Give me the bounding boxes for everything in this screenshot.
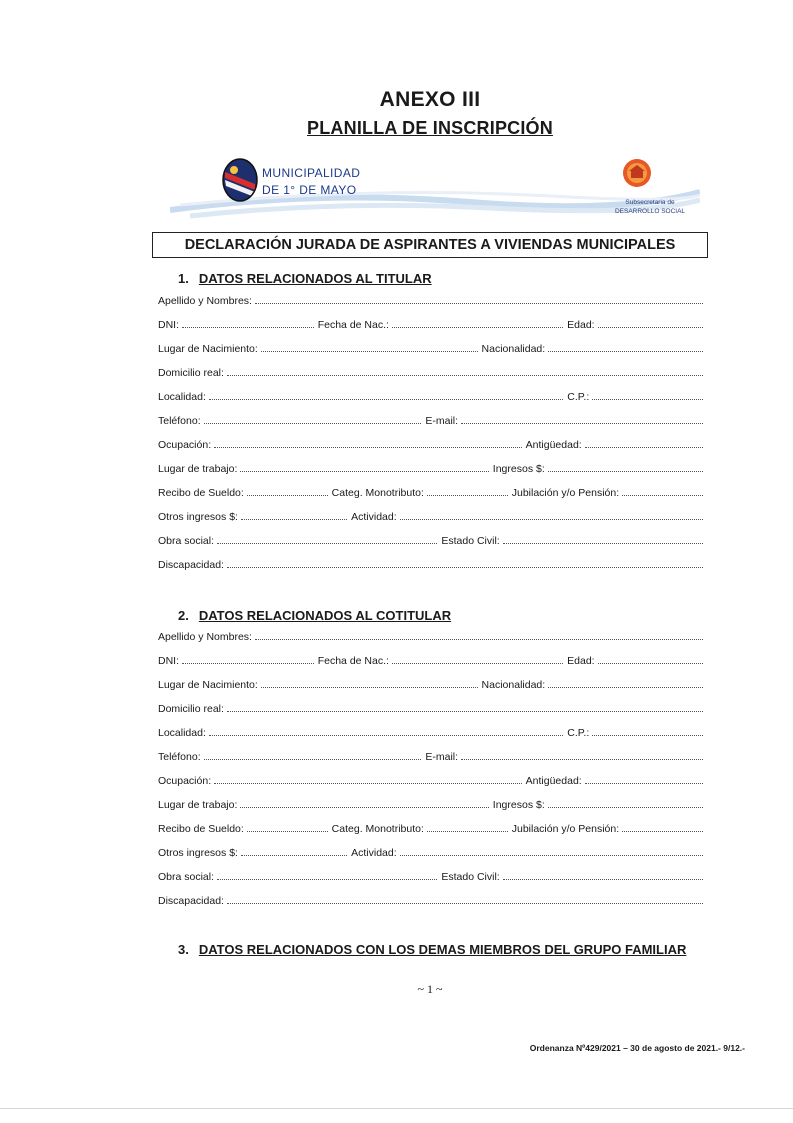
field-label: Lugar de trabajo: [158,799,238,811]
subs-line-1: Subsecretaria de [625,199,675,206]
field-label: Otros ingresos $: [158,847,238,859]
annex-title: ANEXO III [379,88,481,111]
fill-line[interactable] [204,758,422,760]
field-label: Discapacidad: [158,895,224,907]
field-label: Apellido y Nombres: [158,295,252,307]
field-label: E-mail: [425,415,459,427]
titular-apellido-row[interactable] [158,291,703,307]
cotitular-dni-row[interactable] [158,651,703,667]
field-label: Teléfono: [158,751,201,763]
cotitular-telefono-row[interactable] [158,747,703,763]
field-label: Lugar de Nacimiento: [158,343,258,355]
fill-line[interactable] [598,326,703,328]
fill-line[interactable] [598,662,703,664]
titular-localidad-row[interactable] [158,387,703,403]
fill-line[interactable] [247,830,328,832]
section-number: 1. [178,271,189,286]
cotitular-recibo-row[interactable] [158,819,703,835]
fill-line[interactable] [241,854,347,856]
subs-line-2: DESARROLLO SOCIAL [614,208,686,215]
field-label: Ingresos $: [492,463,545,475]
fill-line[interactable] [261,350,478,352]
fill-line[interactable] [427,830,508,832]
declaration-title-box: DECLARACIÓN JURADA DE ASPIRANTES A VIVIENDAS MUNICIPALES [152,232,708,258]
fill-line[interactable] [214,446,522,448]
fill-line[interactable] [392,326,563,328]
fill-line[interactable] [548,686,703,688]
field-label: Apellido y Nombres: [158,631,252,643]
fill-line[interactable] [240,470,488,472]
cotitular-trabajo-row[interactable] [158,795,703,811]
fill-line[interactable] [400,518,703,520]
fill-line[interactable] [461,758,703,760]
fill-line[interactable] [400,854,703,856]
field-label: Discapacidad: [158,559,224,571]
field-label: Domicilio real: [158,367,224,379]
fill-line[interactable] [182,326,314,328]
field-label: Jubilación y/o Pensión: [511,823,620,835]
field-label: E-mail: [425,751,459,763]
field-label: Recibo de Sueldo: [158,823,244,835]
section-3-title [178,942,686,957]
fill-line[interactable] [227,710,703,712]
subsecretaria-name [590,198,710,216]
fill-line[interactable] [255,638,703,640]
field-label: Lugar de trabajo: [158,463,238,475]
cotitular-otros-ingresos-row[interactable] [158,843,703,859]
field-label: Localidad: [158,727,206,739]
fill-line[interactable] [241,518,347,520]
fill-line[interactable] [209,398,563,400]
fill-line[interactable] [585,446,703,448]
titular-discapacidad-row[interactable] [158,555,703,571]
field-label: Edad: [567,655,595,667]
fill-line[interactable] [227,374,703,376]
titular-domicilio-row[interactable] [158,363,703,379]
field-label: Domicilio real: [158,703,224,715]
field-label: Nacionalidad: [481,343,546,355]
field-label: Ocupación: [158,775,212,787]
field-label: Antigüedad: [525,775,582,787]
titular-lugar-nac-row[interactable] [158,339,703,355]
fill-line[interactable] [622,494,703,496]
field-label: Lugar de Nacimiento: [158,679,258,691]
field-label: Edad: [567,319,595,331]
fill-line[interactable] [392,662,563,664]
fill-line[interactable] [585,782,703,784]
cotitular-ocupacion-row[interactable] [158,771,703,787]
section-label: DATOS RELACIONADOS AL TITULAR [198,271,432,286]
cotitular-apellido-row[interactable] [158,627,703,643]
section-number: 3. [178,942,189,957]
titular-obra-social-row[interactable] [158,531,703,547]
titular-dni-row[interactable] [158,315,703,331]
cotitular-localidad-row[interactable] [158,723,703,739]
municipality-name [262,165,360,199]
field-label: DNI: [158,655,179,667]
field-label: Jubilación y/o Pensión: [511,487,620,499]
municipality-shield-icon [222,158,258,202]
fill-line[interactable] [209,734,563,736]
fill-line[interactable] [592,734,703,736]
field-label: Fecha de Nac.: [317,655,389,667]
fill-line[interactable] [227,566,703,568]
cotitular-domicilio-row[interactable] [158,699,703,715]
cotitular-lugar-nac-row[interactable] [158,675,703,691]
section-label: DATOS RELACIONADOS AL COTITULAR [198,608,452,623]
fill-line[interactable] [548,806,703,808]
field-label: Nacionalidad: [481,679,546,691]
field-label: Categ. Monotributo: [331,487,424,499]
muni-line-1: MUNICIPALIDAD [262,166,361,180]
fill-line[interactable] [182,662,314,664]
fill-line[interactable] [503,878,703,880]
cotitular-discapacidad-row[interactable] [158,891,703,907]
fill-line[interactable] [622,830,703,832]
field-label: Actividad: [351,847,397,859]
fill-line[interactable] [261,686,478,688]
titular-recibo-row[interactable] [158,483,703,499]
section-1-title [178,271,432,286]
fill-line[interactable] [592,398,703,400]
page-number: ~ 1 ~ [417,982,443,996]
field-label: Categ. Monotributo: [331,823,424,835]
section-number: 2. [178,608,189,623]
fill-line[interactable] [217,878,437,880]
fill-line[interactable] [503,542,703,544]
fill-line[interactable] [255,302,703,304]
field-label: Actividad: [351,511,397,523]
muni-line-2: DE 1° DE MAYO [262,183,357,197]
titular-telefono-row[interactable] [158,411,703,427]
field-label: Teléfono: [158,415,201,427]
fill-line[interactable] [427,494,508,496]
fill-line[interactable] [461,422,703,424]
fill-line[interactable] [204,422,422,424]
field-label: Recibo de Sueldo: [158,487,244,499]
field-label: Antigüedad: [525,439,582,451]
field-label: C.P.: [567,391,590,403]
field-label: Ocupación: [158,439,212,451]
header-banner [170,150,700,228]
social-development-logo-icon [622,158,652,188]
ordinance-reference: Ordenanza Nº429/2021 – 30 de agosto de 2021.- 9/12.- [529,1043,745,1053]
field-label: Estado Civil: [441,871,500,883]
scan-edge-line [0,1108,793,1109]
titular-ocupacion-row[interactable] [158,435,703,451]
fill-line[interactable] [227,902,703,904]
field-label: Otros ingresos $: [158,511,238,523]
field-label: Obra social: [158,535,215,547]
fill-line[interactable] [240,806,488,808]
form-title: PLANILLA DE INSCRIPCIÓN [307,118,553,138]
field-label: Estado Civil: [441,535,500,547]
field-label: Localidad: [158,391,206,403]
titular-trabajo-row[interactable] [158,459,703,475]
fill-line[interactable] [548,470,703,472]
section-2-title [178,608,451,623]
field-label: C.P.: [567,727,590,739]
cotitular-obra-social-row[interactable] [158,867,703,883]
fill-line[interactable] [214,782,522,784]
field-label: Ingresos $: [492,799,545,811]
field-label: Fecha de Nac.: [317,319,389,331]
section-label: DATOS RELACIONADOS CON LOS DEMAS MIEMBROS DEL GRUPO FAMILIAR [198,942,687,957]
fill-line[interactable] [247,494,328,496]
fill-line[interactable] [548,350,703,352]
field-label: DNI: [158,319,179,331]
field-label: Obra social: [158,871,215,883]
fill-line[interactable] [217,542,437,544]
titular-otros-ingresos-row[interactable] [158,507,703,523]
